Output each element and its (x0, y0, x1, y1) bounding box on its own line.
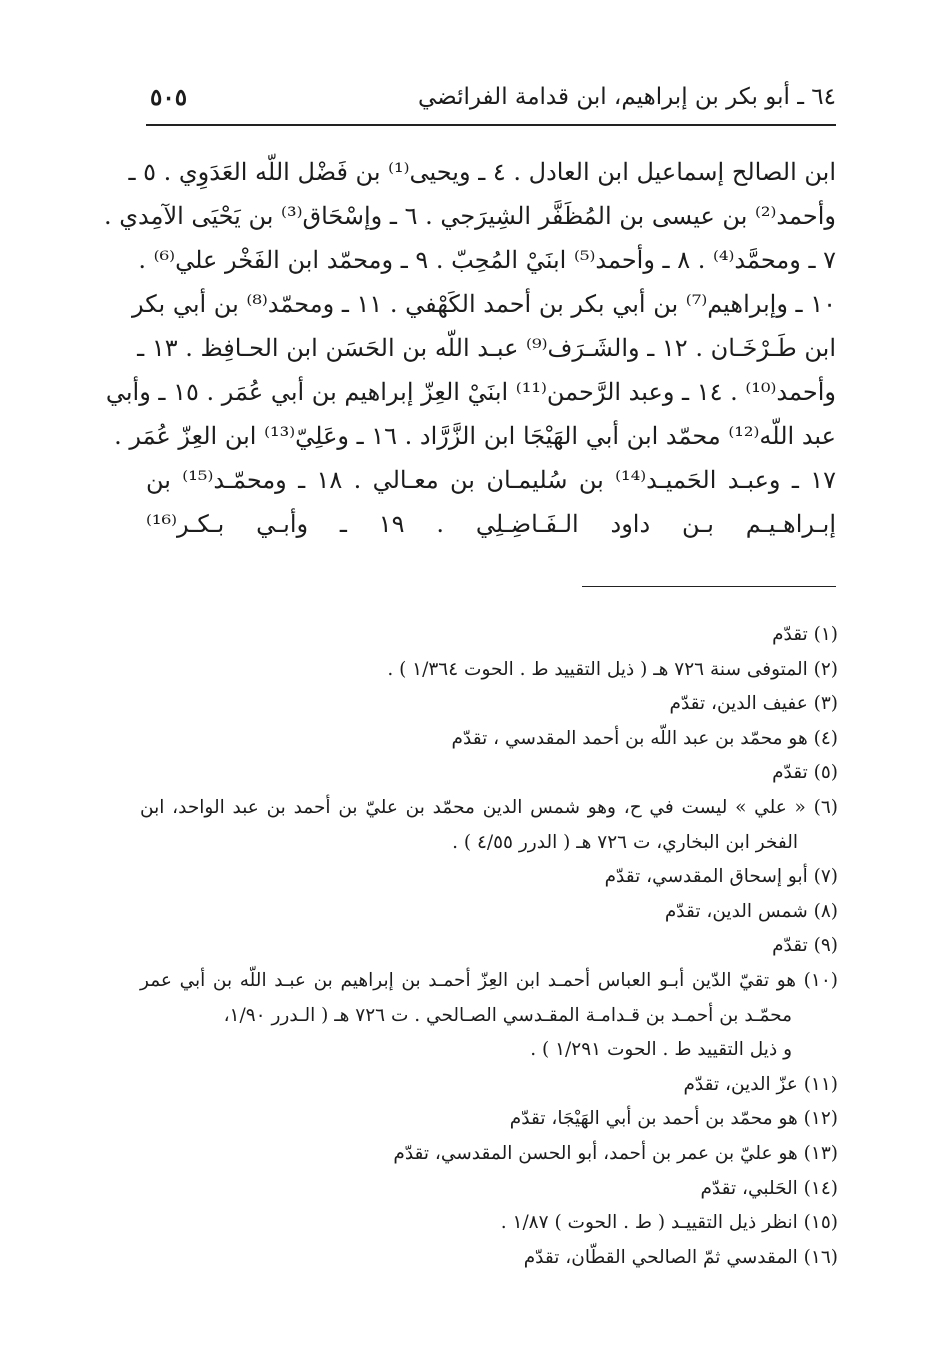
footnote-line: (١) تقدّم (772, 624, 838, 645)
page-number: ٥٠٥ (150, 84, 188, 111)
footnotes (140, 618, 838, 1275)
text-line: وأحمد⁽²⁾ بن عيسى بن المُظَفَّر الشِيرَجي . ٦ ـ وإسْحَاق⁽³⁾ بن يَحْيَى الآمِدي . (103, 202, 836, 230)
running-header (146, 78, 836, 122)
footnote-line: (١٥) انظر ذيل التقييـد ( ط . الحوت ) ١/٨٧ . (500, 1212, 838, 1234)
text-line: ٧ ـ ومحمَّد⁽⁴⁾ . ٨ ـ وأحمد⁽⁵⁾ ابنَيْ المُحِبّ . ٩ ـ ومحمّد ابن الفَخْر علي⁽⁶⁾ . (138, 246, 836, 274)
footnote-line: محمّـد بن أحمـد بن قـدامـة المقـدسي الصـالحي . ت ٧٢٦ هـ ( الـدرر ١/٩٠، (223, 1004, 792, 1026)
footnote-line: (١٠) هو تقيّ الدّين أبـو العباس أحمـد ابن العِزّ أحمـد بن إبراهيم بن عبـد اللّه بن أبي عمر (140, 969, 838, 991)
footnote-line: و ذيل التقييد ط . الحوت ١/٢٩١ ) . (530, 1039, 792, 1061)
footnote-line: (٥) تقدّم (772, 762, 838, 784)
footnote-line: (٣) عفيف الدين، تقدّم (669, 693, 838, 715)
header-rule (146, 124, 836, 126)
footnote-line: (١٣) هو عليّ بن عمر بن أحمد، أبو الحسن المقدسي، تقدّم (393, 1142, 838, 1164)
text-line: عبد اللّه⁽¹²⁾ محمّد ابن أبي الهَيْجَا ابن الزَّرَّاد . ١٦ ـ وعَلِيّ⁽¹³⁾ ابن العِزّ عُمَر . (114, 422, 836, 450)
footnote-line: (٤) هو محمّد بن عبد اللّه بن أحمد المقدسي ، تقدّم (451, 727, 838, 749)
footnote-line: (٢) المتوفى سنة ٧٢٦ هـ ( ذيل التقييد ط . الحوت ١/٣٦٤ ) . (387, 658, 838, 680)
text-line: ابن الصالح إسماعيل ابن العادل . ٤ ـ ويحيى⁽¹⁾ بن فَضْل اللّه العَدَوِي . ٥ ـ (128, 158, 836, 186)
main-text (103, 150, 836, 546)
footnote-line: (١٤) الحَلبي، تقدّم (700, 1177, 838, 1199)
footnote-separator (582, 586, 836, 587)
text-line: ابن طَـرْخَـان . ١٢ ـ والشَـرَف⁽⁹⁾ عبـد اللّه بن الحَسَن ابن الحـافِظ . ١٣ ـ (137, 334, 836, 362)
footnote-line: (٧) أبو إسحاق المقدسي، تقدّم (604, 866, 838, 888)
footnote-line: (٩) تقدّم (772, 935, 838, 957)
text-line: ١٧ ـ وعبـد الحَميـد⁽¹⁴⁾ بن سُليمـان بن معـالي . ١٨ ـ ومحمّـد⁽¹⁵⁾ بن (146, 466, 836, 494)
text-line: إبـراهـيـم بـن داود الـفَـاضِـلِي . ١٩ ـ وأبـي بـكـر⁽¹⁶⁾ (146, 510, 836, 538)
text-line: ١٠ ـ وإبراهيم⁽⁷⁾ بن أبي بكر بن أحمد الكَهْفي . ١١ ـ ومحمّد⁽⁸⁾ بن أبي بكر (132, 290, 836, 318)
footnote-line: (١٦) المقدسي ثمّ الصالحي القطّان، تقدّم (523, 1246, 838, 1268)
footnote-line: (٦) « علي » ليست في ح، وهو شمس الدين محمّد بن عليّ بن أحمد بن عبد الواحد، ابن (140, 796, 838, 818)
footnote-line: الفخر ابن البخاري، ت ٧٢٦ هـ ( الدرر ٤/٥٥ ) . (452, 831, 798, 853)
footnote-line: (١١) عزّ الدين، تقدّم (683, 1073, 838, 1095)
footnote-line: (١٢) هو محمّد بن أحمد بن أبي الهَيْجَا، تقدّم (509, 1108, 838, 1130)
footnote-line: (٨) شمس الدين، تقدّم (664, 900, 838, 922)
running-title: ٦٤ ـ أبو بكر بن إبراهيم، ابن قدامة الفرائضي (417, 84, 836, 110)
text-line: وأحمد⁽¹⁰⁾ . ١٤ ـ وعبد الرَّحمن⁽¹¹⁾ ابنَيْ العِزّ إبراهيم بن أبي عُمَر . ١٥ ـ وأبي (105, 378, 836, 406)
